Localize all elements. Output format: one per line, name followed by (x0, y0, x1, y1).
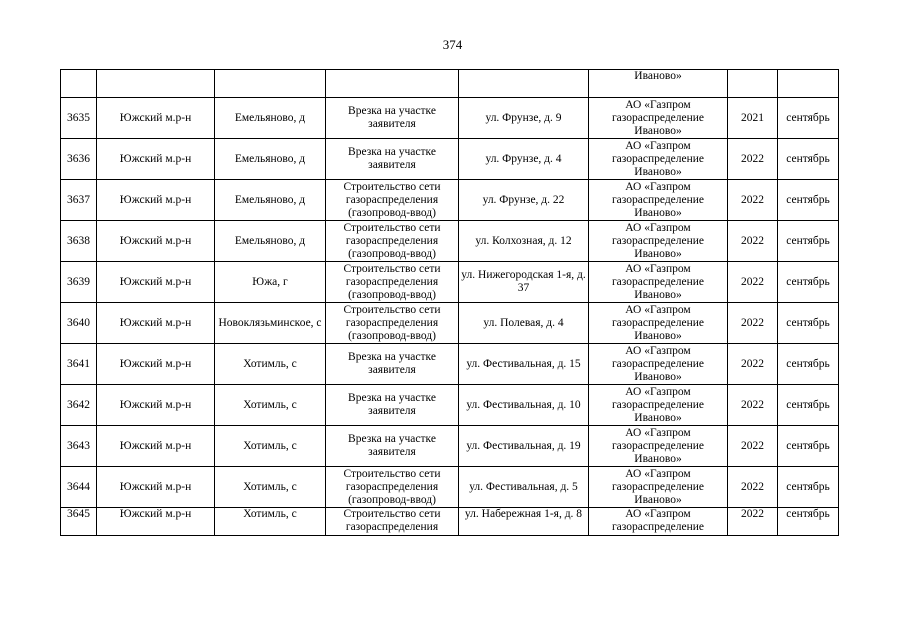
cell-work-type: Строительство сети газораспределения (газопровод-ввод) (326, 221, 459, 262)
cell-settlement (215, 70, 326, 98)
cell-settlement: Хотимль, с (215, 508, 326, 536)
cell-num: 3637 (61, 180, 97, 221)
cell-provider: АО «Газпром газораспределение Иваново» (589, 221, 728, 262)
cell-provider: АО «Газпром газораспределение Иваново» (589, 139, 728, 180)
cell-month: сентябрь (778, 139, 839, 180)
table-row (61, 262, 839, 303)
cell-district: Южский м.р-н (97, 303, 215, 344)
cell-provider: АО «Газпром газораспределение (589, 508, 728, 536)
cell-provider: АО «Газпром газораспределение Иваново» (589, 303, 728, 344)
cell-work-type: Строительство сети газораспределения (газопровод-ввод) (326, 180, 459, 221)
cell-address: ул. Полевая, д. 4 (459, 303, 589, 344)
cell-district: Южский м.р-н (97, 467, 215, 508)
cell-address: ул. Фрунзе, д. 22 (459, 180, 589, 221)
cell-district (97, 70, 215, 98)
cell-provider: АО «Газпром газораспределение Иваново» (589, 426, 728, 467)
cell-district: Южский м.р-н (97, 344, 215, 385)
cell-provider: АО «Газпром газораспределение Иваново» (589, 262, 728, 303)
cell-month: сентябрь (778, 426, 839, 467)
cell-address: ул. Фестивальная, д. 19 (459, 426, 589, 467)
cell-num: 3640 (61, 303, 97, 344)
cell-num: 3638 (61, 221, 97, 262)
cell-num: 3644 (61, 467, 97, 508)
cell-address: ул. Фрунзе, д. 9 (459, 98, 589, 139)
cell-year: 2022 (728, 467, 778, 508)
cell-provider: АО «Газпром газораспределение Иваново» (589, 180, 728, 221)
cell-year: 2022 (728, 262, 778, 303)
table-row (61, 426, 839, 467)
cell-work-type: Врезка на участке заявителя (326, 139, 459, 180)
cell-num: 3636 (61, 139, 97, 180)
cell-address: ул. Фестивальная, д. 15 (459, 344, 589, 385)
cell-month: сентябрь (778, 303, 839, 344)
table-row (61, 139, 839, 180)
table-row (61, 303, 839, 344)
cell-year: 2022 (728, 385, 778, 426)
table-body (61, 70, 839, 536)
cell-settlement: Емельяново, д (215, 139, 326, 180)
cell-month: сентябрь (778, 180, 839, 221)
cell-year: 2022 (728, 508, 778, 536)
cell-month: сентябрь (778, 467, 839, 508)
cell-address: ул. Колхозная, д. 12 (459, 221, 589, 262)
cell-district: Южский м.р-н (97, 98, 215, 139)
cell-year (728, 70, 778, 98)
cell-year: 2022 (728, 426, 778, 467)
cell-settlement: Хотимль, с (215, 467, 326, 508)
cell-district: Южский м.р-н (97, 385, 215, 426)
cell-num: 3639 (61, 262, 97, 303)
cell-provider: Иваново» (589, 70, 728, 98)
cell-num (61, 70, 97, 98)
table-row (61, 221, 839, 262)
cell-address: ул. Фрунзе, д. 4 (459, 139, 589, 180)
cell-address: ул. Фестивальная, д. 10 (459, 385, 589, 426)
cell-work-type: Строительство сети газораспределения (326, 508, 459, 536)
cell-month: сентябрь (778, 344, 839, 385)
cell-district: Южский м.р-н (97, 508, 215, 536)
cell-district: Южский м.р-н (97, 180, 215, 221)
cell-provider: АО «Газпром газораспределение Иваново» (589, 98, 728, 139)
table-row-last (61, 508, 839, 536)
cell-address: ул. Набережная 1-я, д. 8 (459, 508, 589, 536)
cell-num: 3645 (61, 508, 97, 536)
cell-year: 2022 (728, 180, 778, 221)
cell-year: 2022 (728, 303, 778, 344)
cell-address: ул. Нижегородская 1-я, д. 37 (459, 262, 589, 303)
cell-work-type: Врезка на участке заявителя (326, 385, 459, 426)
table-row (61, 180, 839, 221)
cell-num: 3642 (61, 385, 97, 426)
cell-settlement: Хотимль, с (215, 385, 326, 426)
cell-settlement: Южа, г (215, 262, 326, 303)
cell-num: 3635 (61, 98, 97, 139)
cell-work-type: Строительство сети газораспределения (газопровод-ввод) (326, 262, 459, 303)
cell-work-type: Строительство сети газораспределения (газопровод-ввод) (326, 303, 459, 344)
cell-provider: АО «Газпром газораспределение Иваново» (589, 385, 728, 426)
cell-address: ул. Фестивальная, д. 5 (459, 467, 589, 508)
cell-year: 2022 (728, 344, 778, 385)
cell-month (778, 70, 839, 98)
cell-settlement: Хотимль, с (215, 344, 326, 385)
cell-settlement: Хотимль, с (215, 426, 326, 467)
cell-district: Южский м.р-н (97, 221, 215, 262)
cell-settlement: Емельяново, д (215, 180, 326, 221)
cell-month: сентябрь (778, 98, 839, 139)
cell-num: 3641 (61, 344, 97, 385)
table-row-continuation (61, 70, 839, 98)
table-row (61, 385, 839, 426)
cell-settlement: Новоклязьминское, с (215, 303, 326, 344)
cell-district: Южский м.р-н (97, 139, 215, 180)
cell-provider: АО «Газпром газораспределение Иваново» (589, 467, 728, 508)
cell-district: Южский м.р-н (97, 426, 215, 467)
cell-month: сентябрь (778, 385, 839, 426)
cell-district: Южский м.р-н (97, 262, 215, 303)
cell-work-type: Врезка на участке заявителя (326, 344, 459, 385)
cell-month: сентябрь (778, 221, 839, 262)
cell-year: 2021 (728, 98, 778, 139)
cell-settlement: Емельяново, д (215, 221, 326, 262)
cell-work-type: Строительство сети газораспределения (газопровод-ввод) (326, 467, 459, 508)
cell-year: 2022 (728, 221, 778, 262)
table-row (61, 98, 839, 139)
page-number: 374 (442, 37, 463, 52)
cell-year: 2022 (728, 139, 778, 180)
cell-work-type: Врезка на участке заявителя (326, 426, 459, 467)
table-row (61, 344, 839, 385)
gasification-table (60, 69, 839, 536)
cell-month: сентябрь (778, 508, 839, 536)
cell-address (459, 70, 589, 98)
cell-month: сентябрь (778, 262, 839, 303)
cell-num: 3643 (61, 426, 97, 467)
cell-work-type: Врезка на участке заявителя (326, 98, 459, 139)
cell-work-type (326, 70, 459, 98)
cell-provider: АО «Газпром газораспределение Иваново» (589, 344, 728, 385)
cell-settlement: Емельяново, д (215, 98, 326, 139)
table-row (61, 467, 839, 508)
